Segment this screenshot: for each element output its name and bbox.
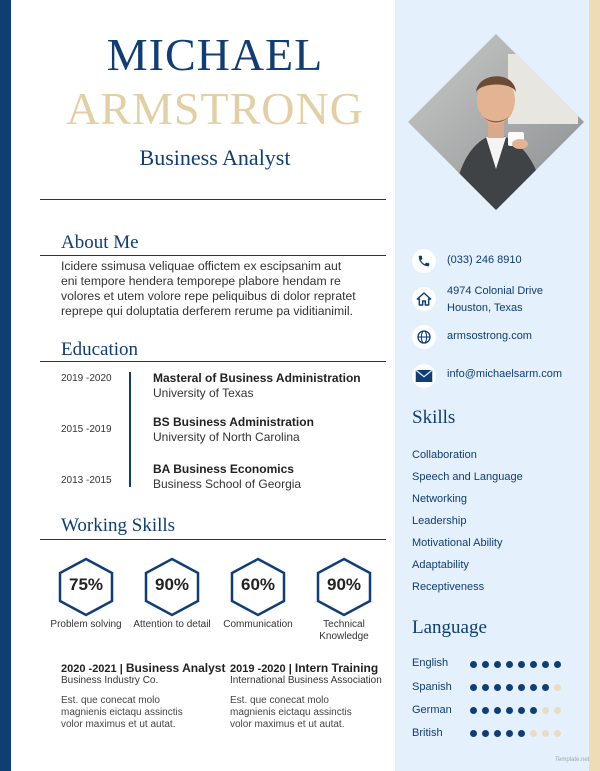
language-dot xyxy=(470,684,477,691)
language-dot xyxy=(518,730,525,737)
language-dot xyxy=(542,684,549,691)
home-icon xyxy=(412,287,436,311)
language-dot xyxy=(506,661,513,668)
working-skills-divider xyxy=(40,539,386,540)
skill-hexagon xyxy=(229,557,287,617)
language-dot xyxy=(506,684,513,691)
skill-percent: 60% xyxy=(240,575,276,594)
education-timeline xyxy=(129,372,131,487)
language-dot xyxy=(506,707,513,714)
working-skills-heading: Working Skills xyxy=(61,515,176,536)
language-dot xyxy=(518,707,525,714)
skill-item: Receptiveness xyxy=(412,581,485,593)
language-dot xyxy=(518,684,525,691)
language-dot xyxy=(494,707,501,714)
language-dot xyxy=(482,730,489,737)
skill-item: Motivational Ability xyxy=(412,537,503,549)
skill-percent: 90% xyxy=(154,575,190,594)
education-divider xyxy=(40,361,386,362)
skill-percent: 75% xyxy=(68,575,104,594)
edu-years: 2013 -2015 xyxy=(61,475,112,486)
language-dot xyxy=(482,707,489,714)
experience-description: Est. que conecat molo magnienis eictaqu assinctis volor maximus et ut autat. xyxy=(230,695,352,730)
contact-address: 4974 Colonial Drive Houston, Texas xyxy=(447,285,543,314)
language-dot xyxy=(530,684,537,691)
language-name: British xyxy=(412,727,443,739)
profile-photo xyxy=(408,34,584,210)
language-dot xyxy=(542,707,549,714)
about-heading: About Me xyxy=(61,232,139,253)
header-divider xyxy=(40,199,386,200)
skill-hexagon xyxy=(315,557,373,617)
language-dot xyxy=(518,661,525,668)
language-name: German xyxy=(412,704,452,716)
experience-description: Est. que conecat molo magnienis eictaqu assinctis volor maximus et ut autat. xyxy=(61,695,183,730)
language-dot xyxy=(470,661,477,668)
phone-icon xyxy=(412,249,436,273)
edu-years: 2019 -2020 xyxy=(61,373,112,384)
edu-school: University of North Carolina xyxy=(153,430,300,444)
skills-heading: Skills xyxy=(412,407,456,428)
contact-website: armsostrong.com xyxy=(447,330,532,342)
edu-degree: Masteral of Business Administration xyxy=(153,371,361,385)
language-dot xyxy=(554,730,561,737)
language-dot xyxy=(554,684,561,691)
language-dot xyxy=(482,684,489,691)
skill-percent: 90% xyxy=(326,575,362,594)
language-dot xyxy=(530,730,537,737)
first-name: MICHAEL xyxy=(106,29,324,80)
language-dot xyxy=(530,661,537,668)
language-dot xyxy=(470,730,477,737)
skill-item: Networking xyxy=(412,493,468,505)
language-dot xyxy=(542,730,549,737)
skill-item: Adaptability xyxy=(412,559,469,571)
globe-icon xyxy=(412,325,436,349)
language-heading: Language xyxy=(412,617,487,638)
edu-school: University of Texas xyxy=(153,386,254,400)
skill-item: Leadership xyxy=(412,515,467,527)
watermark: Template.net xyxy=(555,757,590,763)
language-dot xyxy=(554,661,561,668)
skill-label: Problem solving xyxy=(50,619,122,630)
skill-label: Technical Knowledge xyxy=(319,619,369,642)
language-dot xyxy=(530,707,537,714)
skill-label: Attention to detail xyxy=(133,619,211,630)
skill-label: Communication xyxy=(223,619,293,630)
language-dot xyxy=(554,707,561,714)
language-dot xyxy=(494,730,501,737)
about-text: Icidere ssimusa veliquae offictem ex escipsanim aut eni tempore hendera temporepe plabore hendam re volores et utem volore repe peliquibus di dolor repratet reprepe qui doluptatia derferem rerume pa viditianimil. xyxy=(61,259,356,318)
skill-item: Speech and Language xyxy=(412,471,523,483)
experience-header: 2020 -2021 | Business Analyst xyxy=(61,661,226,675)
experience-company: International Business Association xyxy=(230,675,382,686)
about-divider xyxy=(40,255,386,256)
experience-company: Business Industry Co. xyxy=(61,675,159,686)
language-dot xyxy=(470,707,477,714)
contact-email: info@michaelsarm.com xyxy=(447,368,563,380)
edu-years: 2015 -2019 xyxy=(61,424,112,435)
edu-degree: BS Business Administration xyxy=(153,415,314,429)
language-dot xyxy=(542,661,549,668)
mail-icon xyxy=(412,364,436,388)
skill-item: Collaboration xyxy=(412,449,477,461)
language-dot xyxy=(494,661,501,668)
right-accent-bar xyxy=(589,0,600,771)
education-heading: Education xyxy=(61,339,139,360)
left-accent-bar xyxy=(0,0,11,771)
language-name: English xyxy=(412,657,449,669)
edu-school: Business School of Georgia xyxy=(153,477,302,491)
language-name: Spanish xyxy=(412,681,452,693)
language-dot xyxy=(494,684,501,691)
contact-phone: (033) 246 8910 xyxy=(447,254,522,266)
experience-header: 2019 -2020 | Intern Training xyxy=(230,661,379,675)
language-dot xyxy=(506,730,513,737)
job-title: Business Analyst xyxy=(139,145,291,170)
skill-hexagon xyxy=(143,557,201,617)
last-name: ARMSTRONG xyxy=(66,83,364,134)
language-dot xyxy=(482,661,489,668)
skill-hexagon xyxy=(57,557,115,617)
edu-degree: BA Business Economics xyxy=(153,462,294,476)
